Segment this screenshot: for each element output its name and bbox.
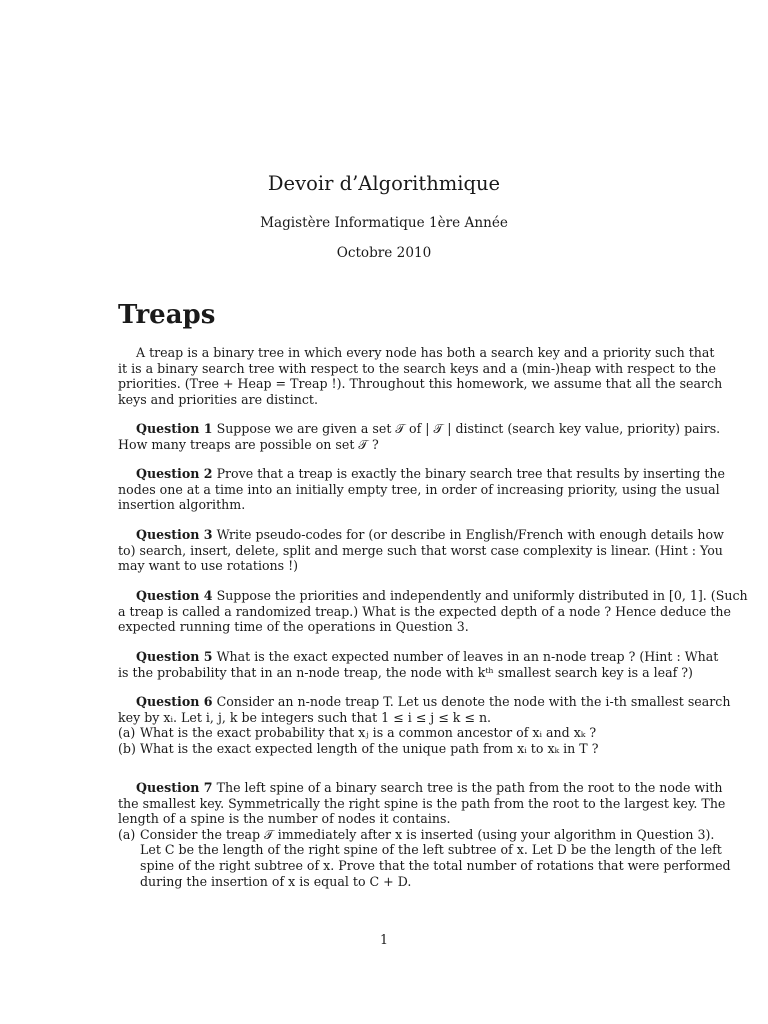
question-text: the smallest key. Symmetrically the right spine is the path from the root to the largest key. The bbox=[118, 795, 726, 811]
item-label: (b) bbox=[118, 740, 136, 756]
question-text: insertion algorithm. bbox=[118, 497, 246, 513]
item-text: Let C be the length of the right spine of the left subtree of x. Let D be the length of the left bbox=[140, 842, 722, 858]
question-text: The left spine of a binary search tree is the path from the root to the node with bbox=[216, 780, 723, 795]
item-label: (a) bbox=[118, 725, 136, 741]
question-text: How many treaps are possible on set 𝒯 ? bbox=[118, 436, 379, 452]
question-text: expected running time of the operations in Question 3. bbox=[118, 619, 469, 635]
document-title: Devoir d’Algorithmique bbox=[267, 172, 501, 195]
intro-paragraph bbox=[118, 345, 723, 407]
question-text: Write pseudo-codes for (or describe in English/French with enough details how bbox=[216, 527, 724, 542]
question-1 bbox=[118, 421, 721, 452]
intro-line: priorities. (Tree + Heap = Treap !). Throughout this homework, we assume that all the search bbox=[118, 376, 723, 392]
question-text: Consider an n-node treap T. Let us denote the node with the i-th smallest search bbox=[216, 694, 731, 709]
question-text: length of a spine is the number of nodes it contains. bbox=[118, 811, 451, 827]
question-text: Suppose we are given a set 𝒯 of | 𝒯 | distinct (search key value, priority) pairs. bbox=[216, 421, 721, 436]
intro-line: it is a binary search tree with respect to the search keys and a (min-)heap with respect to the bbox=[118, 360, 716, 376]
question-item bbox=[118, 725, 650, 741]
question-label: Question 6 bbox=[136, 694, 213, 709]
item-text: What is the exact probability that xⱼ is a common ancestor of xᵢ and xₖ ? bbox=[140, 725, 597, 741]
document-date: Octobre 2010 bbox=[336, 245, 432, 261]
question-text: is the probability that in an n-node treap, the node with kᵗʰ smallest search key is a leaf ?) bbox=[118, 664, 693, 680]
question-text: What is the exact expected number of leaves in an n-node treap ? (Hint : What bbox=[216, 649, 719, 664]
question-4 bbox=[118, 588, 748, 635]
item-text: during the insertion of x is equal to C + D. bbox=[140, 873, 412, 889]
question-text: key by xᵢ. Let i, j, k be integers such that 1 ≤ i ≤ j ≤ k ≤ n. bbox=[118, 709, 492, 725]
item-text: Consider the treap 𝒯 immediately after x is inserted (using your algorithm in Question 3). bbox=[140, 826, 715, 842]
question-text: to) search, insert, delete, split and merge such that worst case complexity is linear. (Hint : You bbox=[118, 542, 723, 558]
item-label: (a) bbox=[118, 826, 136, 842]
question-6 bbox=[118, 694, 731, 756]
question-label: Question 4 bbox=[136, 588, 213, 603]
question-text: Prove that a treap is exactly the binary search tree that results by inserting the bbox=[216, 466, 725, 481]
question-label: Question 2 bbox=[136, 466, 213, 481]
question-text: Suppose the priorities and independently and uniformly distributed in [0, 1]. (Such bbox=[216, 588, 748, 603]
document-subtitle: Magistère Informatique 1ère Année bbox=[260, 215, 508, 231]
question-2 bbox=[118, 466, 725, 513]
question-text: may want to use rotations !) bbox=[118, 558, 299, 574]
question-item bbox=[118, 826, 731, 889]
question-text: a treap is called a randomized treap.) What is the expected depth of a node ? Hence deduce the bbox=[118, 603, 731, 619]
question-7 bbox=[118, 780, 731, 889]
section-title: Treaps bbox=[118, 300, 216, 330]
question-label: Question 7 bbox=[136, 780, 213, 795]
question-label: Question 3 bbox=[136, 527, 213, 542]
question-label: Question 1 bbox=[136, 421, 213, 436]
question-item bbox=[118, 741, 650, 757]
item-text: What is the exact expected length of the unique path from xᵢ to xₖ in T ? bbox=[140, 740, 599, 756]
question-label: Question 5 bbox=[136, 649, 213, 664]
question-3 bbox=[118, 527, 724, 574]
question-text: nodes one at a time into an initially empty tree, in order of increasing priority, using the usual bbox=[118, 481, 720, 497]
intro-line: keys and priorities are distinct. bbox=[118, 391, 318, 407]
question-5 bbox=[118, 649, 719, 680]
intro-line: A treap is a binary tree in which every node has both a search key and a priority such that bbox=[136, 345, 715, 360]
page-number: 1 bbox=[379, 932, 388, 947]
item-text: spine of the right subtree of x. Prove that the total number of rotations that were performed bbox=[140, 857, 731, 873]
